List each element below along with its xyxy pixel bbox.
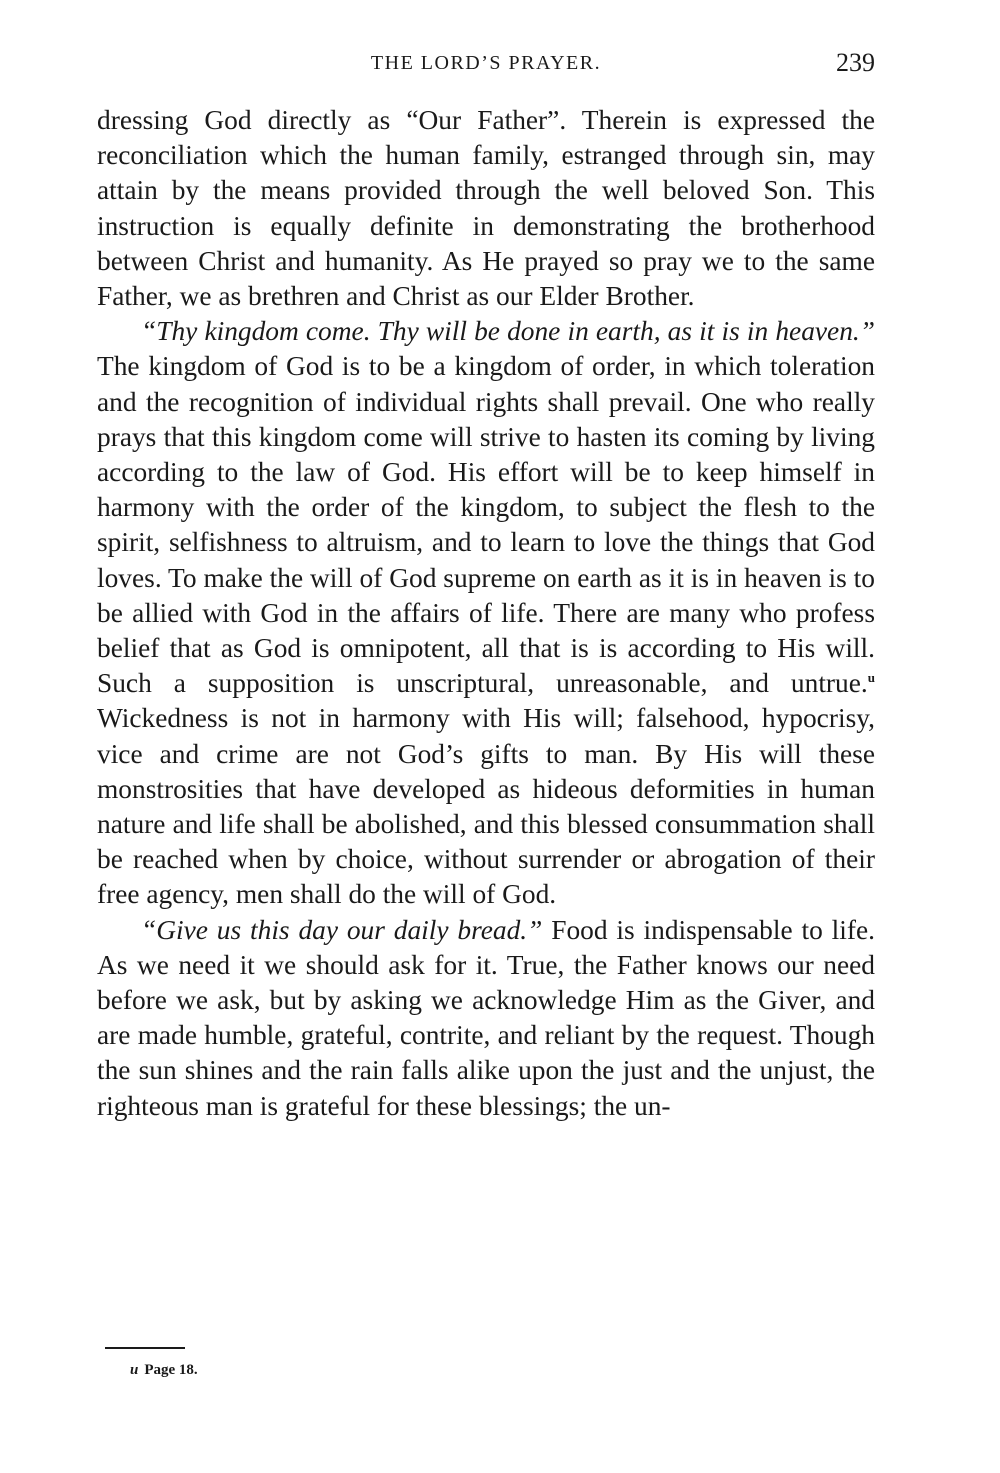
body-text [97, 103, 875, 1124]
paragraph-2-quote: “Thy kingdom come. Thy will be done in earth, as it is in heaven.” [141, 316, 875, 347]
page-number: 239 [836, 48, 875, 77]
paragraph-1-text: dressing God directly as “Our Father”. Therein is expressed the reconciliation which the human family, estranged through sin, may attain by the means provided through the well beloved Son. This instruction is equally definite in demonstrating the brotherhood between Christ and humanity. As He prayed so pray we to the same Father, we as brethren and Christ as our Elder Brother. [97, 105, 875, 312]
footnote-text: Page 18. [144, 1362, 198, 1378]
running-head [97, 44, 875, 84]
paragraph-3 [97, 913, 875, 1124]
paragraph-3-quote: “Give us this day our daily bread.” [141, 914, 543, 945]
paragraph-3-text: Food is indispensable to life. As we need it we should ask for it. True, the Father knows our need before we ask, but by asking we acknowledge Him as the Giver, and are made humble, grateful, contrite, and reliant by the request. Though the sun shines and the rain falls alike upon the just and the unjust, the righteous man is grateful for these blessings; the un- [97, 914, 875, 1121]
footnote-reference-mark: u [867, 670, 875, 686]
paragraph-2-text-a: The kingdom of God is to be a kingdom of order, in which toleration and the recognition of individual rights shall prevail. One who really prays that this kingdom come will strive to hasten its coming by living according to the law of God. His effort will be to keep himself in harmony with the order of the kingdom, to subject the flesh to the spirit, selfishness to altruism, and to learn to love the things that God loves. To make the will of God supreme on earth as it is in heaven is to be allied with God in the affairs of life. There are many who profess belief that as God is omnipotent, all that is is according to His will. Such a supposition is unscriptural, unreasonable, and untrue. [97, 351, 875, 699]
footnote [130, 1362, 198, 1379]
paragraph-2 [97, 314, 875, 912]
running-title: THE LORD’S PRAYER. [370, 52, 602, 74]
footnote-mark: u [130, 1362, 139, 1378]
paragraph-1 [97, 103, 875, 314]
paragraph-2-text-b: Wickedness is not in harmony with His will; falsehood, hypocrisy, vice and crime are not God’s gifts to man. By His will these monstrosities that have developed as hideous deformities in human nature and life shall be abolished, and this blessed consummation shall be reached when by choice, without surrender or abrogation of their free agency, men shall do the will of God. [97, 703, 875, 910]
footnote-rule [105, 1347, 185, 1349]
